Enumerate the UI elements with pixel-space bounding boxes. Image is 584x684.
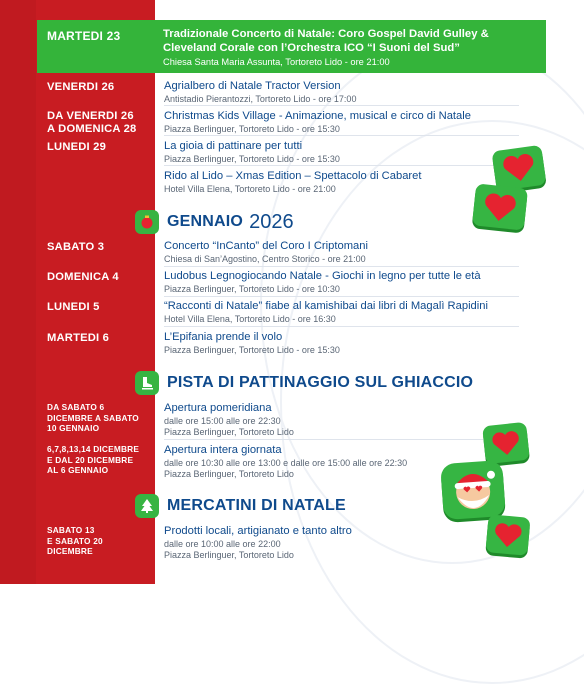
santa-emoji-icon [440,460,506,520]
event-hours: dalle ore 15:00 alle ore 22:30 [164,416,281,426]
event-title: Apertura pomeridiana [164,402,272,414]
heart-icon [472,183,528,230]
event-hours: dalle ore 10:00 alle ore 22:00 [164,539,281,549]
event-location: Piazza Berlinguer, Tortoreto Lido - ore 15:30 [164,345,340,355]
heart-icon [482,422,530,464]
section-year: 2026 [249,210,294,233]
event-date: MARTEDI 23 [47,29,121,43]
event-date: VENERDI 26 [47,81,115,93]
event-location: Piazza Berlinguer, Tortoreto Lido - ore 15:30 [164,124,340,134]
section-title: GENNAIO [167,213,244,230]
event-title: Apertura intera giornata [164,444,282,456]
divider [164,165,519,166]
event-date: LUNEDI 5 [47,301,100,313]
event-location: Chiesa Santa Maria Assunta, Tortoreto Lido - ore 21:00 [163,57,390,67]
section-title: PISTA DI PATTINAGGIO SUL GHIACCIO [167,374,474,391]
heart-bubble [472,183,528,230]
event-location: Piazza Berlinguer, Tortoreto Lido [164,550,294,560]
event-location: Piazza Berlinguer, Tortoreto Lido [164,427,294,437]
event-title: Concerto “InCanto” del Coro I Criptomani [164,240,368,252]
divider [164,266,519,267]
event-location: Hotel Villa Elena, Tortoreto Lido - ore 21:00 [164,184,336,194]
event-date: 6,7,8,13,14 DICEMBRE E DAL 20 DICEMBRE AL 6 GENNAIO [47,444,140,475]
event-date: SABATO 3 [47,241,105,253]
ice-skate-icon [135,371,159,395]
event-location: Hotel Villa Elena, Tortoreto Lido - ore 16:30 [164,314,336,324]
divider [164,326,519,327]
heart-icon [491,145,546,192]
section-heading-gennaio [135,210,294,234]
event-title: Tradizionale Concerto di Natale: Coro Gospel David Gulley & Cleveland Corale con l’Orchestra ICO “I Suoni del Sud” [163,28,489,54]
event-location: Antistadio Pierantozzi, Tortoreto Lido - ore 17:00 [164,94,357,104]
divider [164,296,519,297]
event-title: L’Epifania prende il volo [164,331,283,343]
event-title: “Racconti di Natale” fiabe al kamishibai dai libri di Magalì Rapidini [164,300,488,312]
heart-bubble [491,145,546,192]
event-date: DA SABATO 6 DICEMBRE A SABATO 10 GENNAIO [47,402,139,433]
heart-bubble [485,514,530,556]
event-title: Christmas Kids Village - Animazione, musical e circo di Natale [164,110,471,122]
event-date: LUNEDI 29 [47,141,106,153]
divider [164,135,519,136]
event-title: Agrialbero di Natale Tractor Version [164,80,341,92]
ornament-icon [135,210,159,234]
event-location: Piazza Berlinguer, Tortoreto Lido - ore 10:30 [164,284,340,294]
event-date: SABATO 13 E SABATO 20 DICEMBRE [47,525,103,556]
event-hours: dalle ore 10:30 alle ore 13:00 e dalle ore 15:00 alle ore 22:30 [164,458,408,468]
heart-icon [485,514,530,556]
event-date: MARTEDI 6 [47,332,110,344]
santa-bubble [440,460,506,520]
event-title: Prodotti locali, artigianato e tanto altro [164,525,352,537]
christmas-tree-icon [135,494,159,518]
event-date: DA VENERDI 26 A DOMENICA 28 [47,110,137,135]
left-decoration [0,0,36,584]
section-heading-mercatini [135,494,346,518]
event-title: La gioia di pattinare per tutti [164,140,303,152]
section-heading-pista [135,371,473,395]
section-title: MERCATINI DI NATALE [167,497,346,514]
event-date: DOMENICA 4 [47,271,119,283]
heart-bubble [482,422,530,464]
event-location: Chiesa di San’Agostino, Centro Storico - ore 21:00 [164,254,366,264]
event-location: Piazza Berlinguer, Tortoreto Lido - ore 15:30 [164,154,340,164]
event-title: Rido al Lido – Xmas Edition – Spettacolo di Cabaret [164,170,422,182]
event-title: Ludobus Legnogiocando Natale - Giochi in legno per tutte le età [164,270,481,282]
divider [164,105,519,106]
divider [164,439,519,440]
highlight-event [37,20,546,73]
event-location: Piazza Berlinguer, Tortoreto Lido [164,469,294,479]
